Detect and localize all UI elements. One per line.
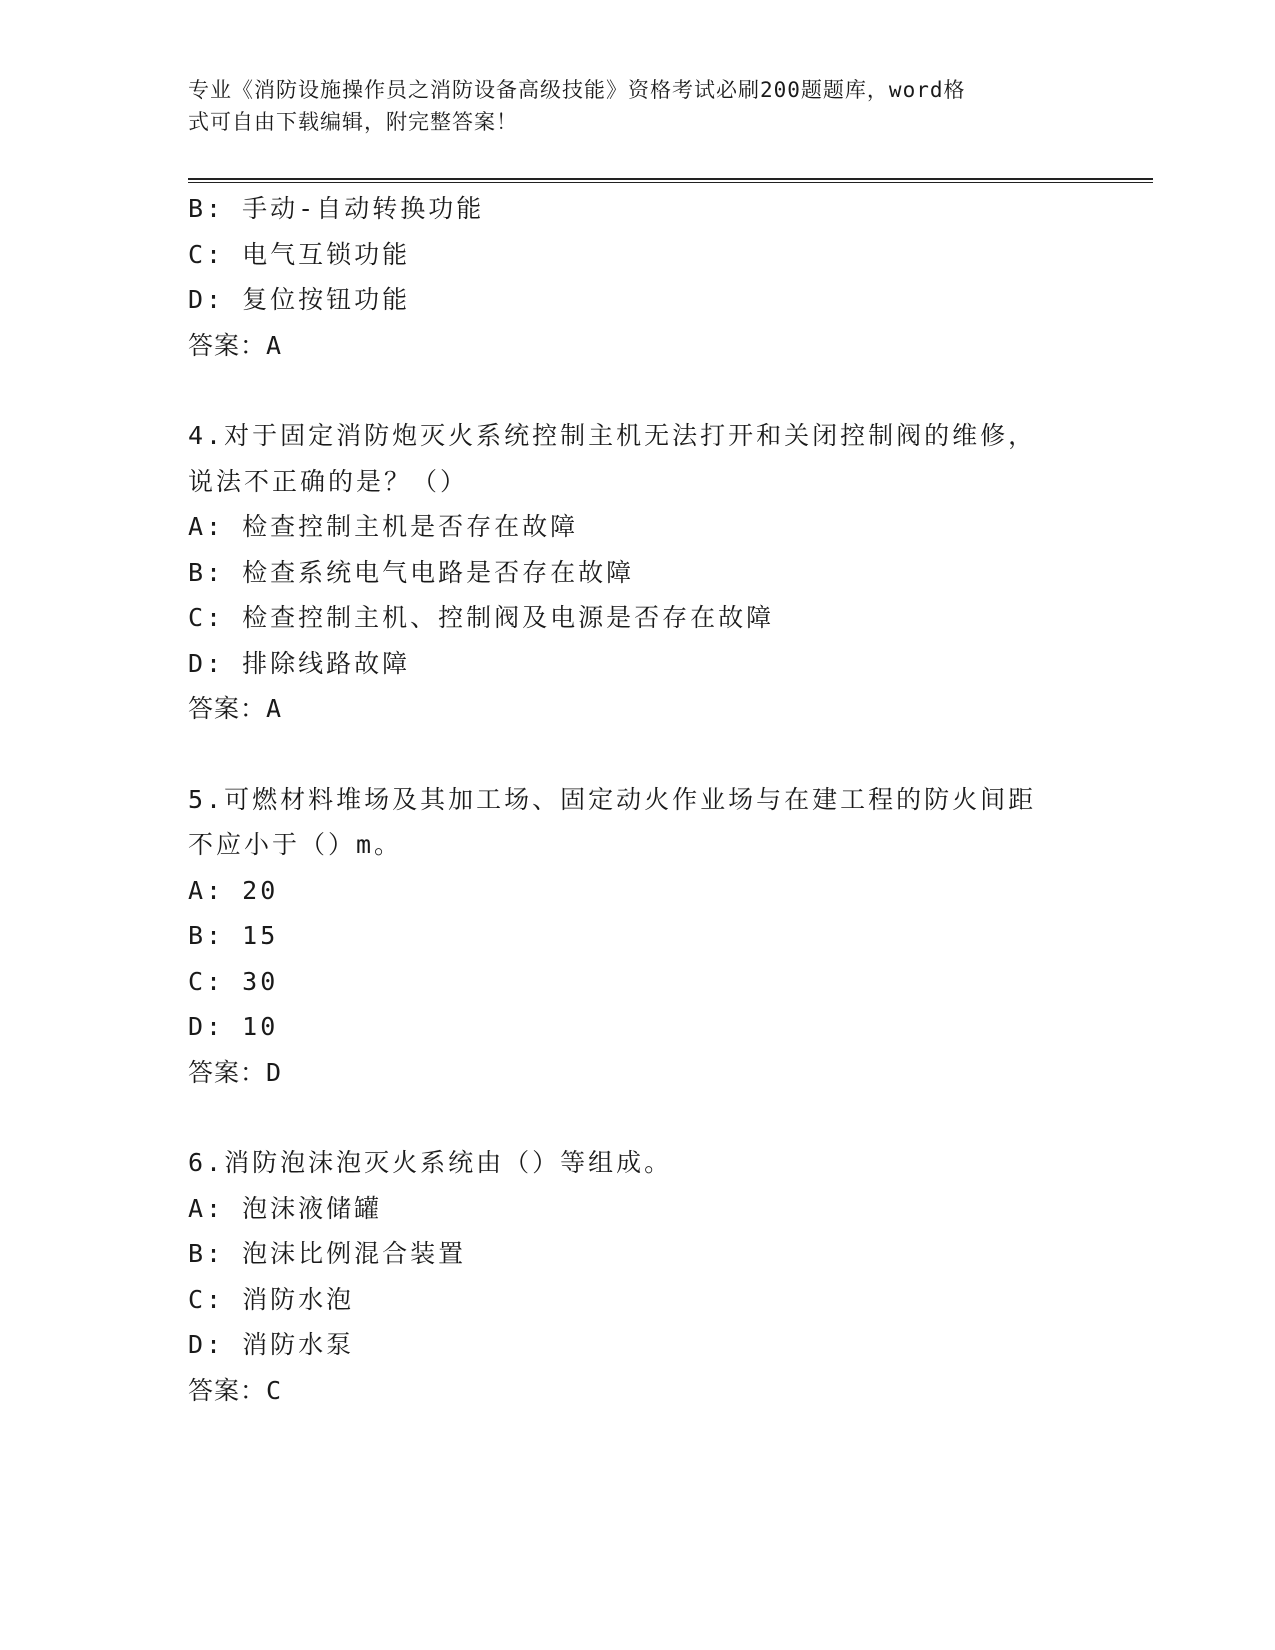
answer: 答案：A bbox=[188, 694, 283, 723]
header-line-2: 式可自由下载编辑，附完整答案！ bbox=[188, 110, 518, 134]
question-6 bbox=[188, 1140, 1088, 1413]
question-stem-line-2: 说法不正确的是？（） bbox=[188, 466, 469, 496]
document-header bbox=[188, 74, 1068, 138]
option-b: B: 检查系统电气电路是否存在故障 bbox=[188, 557, 635, 587]
question-stem-line-1: 5.可燃材料堆场及其加工场、固定动火作业场与在建工程的防火间距 bbox=[188, 784, 1037, 814]
answer: 答案：D bbox=[188, 1057, 283, 1087]
option-b: B: 泡沫比例混合装置 bbox=[188, 1239, 467, 1268]
option-d: D: 10 bbox=[188, 1012, 279, 1041]
question-stem-line-1: 6.消防泡沫泡灭火系统由（）等组成。 bbox=[188, 1148, 673, 1177]
option-d: D: 排除线路故障 bbox=[188, 648, 411, 678]
option-b: B: 15 bbox=[188, 921, 279, 950]
question-5 bbox=[188, 777, 1088, 1096]
header-divider bbox=[188, 178, 1153, 183]
option-b: B: 手动-自动转换功能 bbox=[188, 194, 485, 223]
option-c: C: 电气互锁功能 bbox=[188, 239, 411, 269]
question-stem-line-2: 不应小于（）m。 bbox=[188, 830, 403, 859]
option-c: C: 消防水泡 bbox=[188, 1284, 355, 1314]
question-stem-line-1: 4.对于固定消防炮灭火系统控制主机无法打开和关闭控制阀的维修， bbox=[188, 421, 1037, 450]
question-list bbox=[188, 186, 1088, 1413]
option-c: C: 检查控制主机、控制阀及电源是否存在故障 bbox=[188, 603, 775, 632]
option-a: A: 检查控制主机是否存在故障 bbox=[188, 512, 579, 541]
option-a: A: 20 bbox=[188, 875, 279, 905]
option-d: D: 复位按钮功能 bbox=[188, 285, 411, 314]
answer: 答案：C bbox=[188, 1375, 283, 1405]
header-line-1: 专业《消防设施操作员之消防设备高级技能》资格考试必刷200题题库，word格 bbox=[188, 78, 966, 102]
option-a: A: 泡沫液储罐 bbox=[188, 1193, 383, 1223]
option-d: D: 消防水泵 bbox=[188, 1330, 355, 1359]
option-c: C: 30 bbox=[188, 966, 279, 996]
question-4 bbox=[188, 413, 1088, 732]
answer: 答案：A bbox=[188, 330, 283, 360]
question-3 bbox=[188, 186, 1088, 368]
